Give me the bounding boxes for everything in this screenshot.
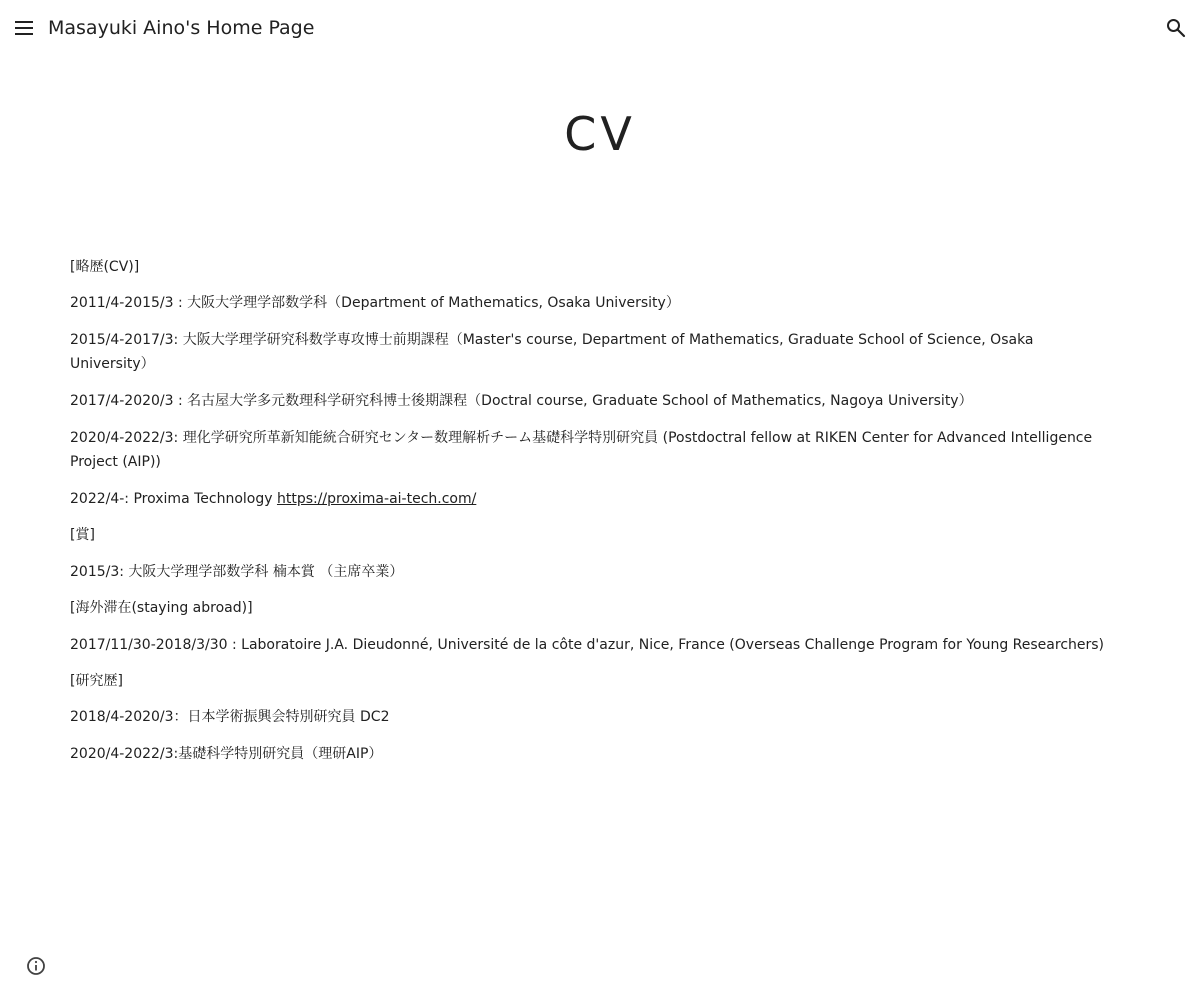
history-item: 2011/4-2015/3 : 大阪大学理学部数学科（Department of Mathematics, Osaka University） [70, 295, 680, 311]
section-heading-award: [賞] [70, 527, 95, 543]
history-item: 2015/4-2017/3: 大阪大学理学研究科数学専攻博士前期課程（Master's course, Department of Mathematics, Graduate School of Science, Osaka University） [70, 332, 1034, 372]
section-heading-history: [略歴(CV)] [70, 259, 140, 275]
history-item-current [70, 487, 1110, 511]
history-item: 2017/4-2020/3 : 名古屋大学多元数理科学研究科博士後期課程（Doctral course, Graduate School of Mathematics, Nagoya University） [70, 393, 973, 409]
section-heading-research: [研究歴] [70, 673, 123, 689]
search-icon[interactable] [1164, 16, 1188, 40]
current-text: 2022/4-: Proxima Technology [70, 491, 277, 507]
research-item: 2018/4-2020/3：日本学術振興会特別研究員 DC2 [70, 709, 390, 725]
award-item: 2015/3: 大阪大学理学部数学科 楠本賞 （主席卒業） [70, 564, 404, 580]
proxima-link[interactable]: https://proxima-ai-tech.com/ [276, 491, 477, 507]
header [0, 0, 1200, 56]
research-item: 2020/4-2022/3:基礎科学特別研究員（理研AIP） [70, 746, 383, 762]
section-heading-abroad: [海外滞在(staying abroad)] [70, 600, 253, 616]
site-title[interactable]: Masayuki Aino's Home Page [48, 17, 315, 39]
info-icon[interactable] [26, 956, 46, 976]
history-item: 2020/4-2022/3: 理化学研究所革新知能統合研究センター数理解析チーム基礎科学特別研究員 (Postdoctral fellow at RIKEN Center for Advanced Intelligence Project (AIP)) [70, 430, 1093, 470]
menu-icon[interactable] [12, 16, 36, 40]
page-title: CV [564, 107, 636, 161]
abroad-item: 2017/11/30-2018/3/30 : Laboratoire J.A. Dieudonné, Université de la côte d'azur, Nice, France (Overseas Challenge Program for Young Researchers) [70, 637, 1105, 653]
cv-content [70, 255, 1110, 766]
